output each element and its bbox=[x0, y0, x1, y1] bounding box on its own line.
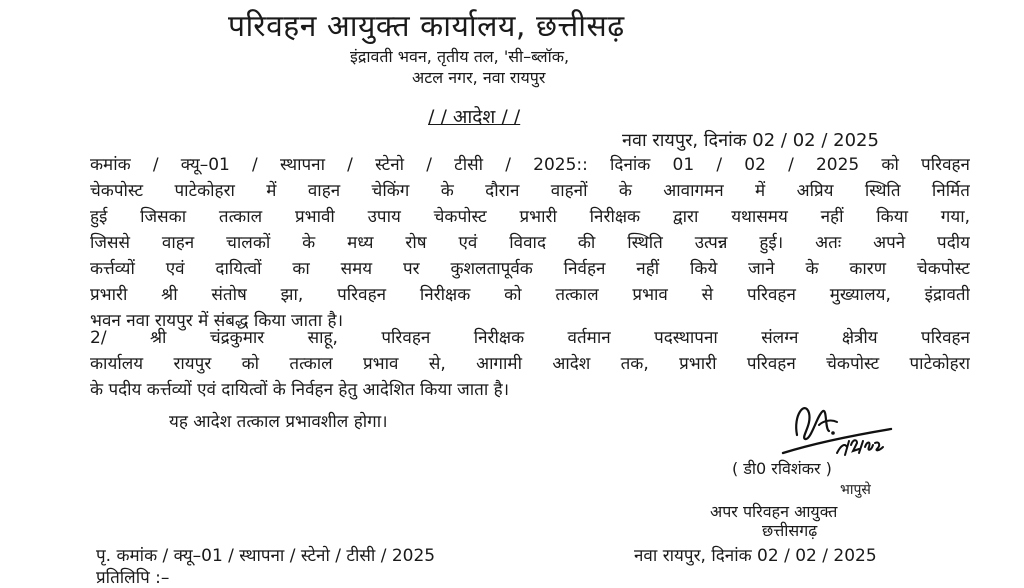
paragraph-number: 2/ bbox=[90, 328, 107, 348]
paragraph-line bbox=[90, 325, 970, 351]
paragraph-line: कर्त्तव्यों एवं दायित्वों का समय पर कुशलतापूर्वक निर्वहन नहीं किये जाने के कारण चेकपोस्ट bbox=[90, 259, 970, 279]
paragraph-line: के पदीय कर्त्तव्यों एवं दायित्वों के निर्वहन हेतु आदेशित किया जाता है। bbox=[90, 380, 510, 400]
signatory-service: भापुसे bbox=[840, 482, 871, 498]
signatory-name: ( डी0 रविशंकर ) bbox=[732, 459, 832, 478]
order-heading: / / आदेश / / bbox=[428, 106, 521, 128]
paragraph-line: प्रभारी श्री संतोष झा, परिवहन निरीक्षक को तत्काल प्रभाव से परिवहन मुख्यालय, इंद्रावती bbox=[90, 285, 970, 305]
paragraph-line: भवन नवा रायपुर में संबद्ध किया जाता है। bbox=[90, 311, 344, 331]
footer-dateline: नवा रायपुर, दिनांक 02 / 02 / 2025 bbox=[634, 546, 877, 566]
paragraph-line: कमांक / क्यू–01 / स्थापना / स्टेनो / टीसी / 2025:: दिनांक 01 / 02 / 2025 को परिवहन bbox=[90, 155, 970, 175]
paragraph-line: कार्यालय रायपुर को तत्काल प्रभाव से, आगामी आदेश तक, प्रभारी परिवहन चेकपोस्ट पाटेकोहरा bbox=[90, 354, 970, 374]
order-paragraph-1 bbox=[90, 152, 970, 334]
order-paragraph-2 bbox=[90, 325, 970, 403]
signatory-designation: अपर परिवहन आयुक्त bbox=[710, 502, 838, 521]
signatory-state: छत्तीसगढ़ bbox=[762, 521, 818, 540]
paragraph-line: हुई जिसका तत्काल प्रभावी उपाय चेकपोस्ट प्रभारी निरीक्षक द्वारा यथासमय नहीं किया गया, bbox=[90, 207, 970, 227]
effective-statement: यह आदेश तत्काल प्रभावशील होगा। bbox=[169, 412, 388, 432]
paragraph-line-text: श्री चंद्रकुमार साहू, परिवहन निरीक्षक वर्तमान पदस्थापना संलग्न क्षेत्रीय परिवहन bbox=[150, 328, 970, 348]
paragraph-line: जिससे वाहन चालकों के मध्य रोष एवं विवाद की स्थिति उत्पन्न हुई। अतः अपने पदीय bbox=[90, 233, 970, 253]
office-title: परिवहन आयुक्त कार्यालय, छत्तीसढ़ bbox=[228, 9, 625, 44]
address-line-2: अटल नगर, नवा रायपुर bbox=[412, 68, 546, 87]
footer-reference: पृ. कमांक / क्यू–01 / स्थापना / स्टेनो / टीसी / 2025 bbox=[96, 546, 436, 566]
copy-label: प्रतिलिपि :– bbox=[96, 568, 170, 588]
paragraph-line: चेकपोस्ट पाटेकोहरा में वाहन चेकिंग के दौरान वाहनों के आवागमन में अप्रिय स्थिति निर्मित bbox=[90, 181, 970, 201]
handwritten-signature bbox=[775, 395, 895, 457]
address-line-1: इंद्रावती भवन, तृतीय तल, 'सी–ब्लॉक, bbox=[350, 47, 570, 66]
order-dateline: नवा रायपुर, दिनांक 02 / 02 / 2025 bbox=[622, 130, 879, 151]
